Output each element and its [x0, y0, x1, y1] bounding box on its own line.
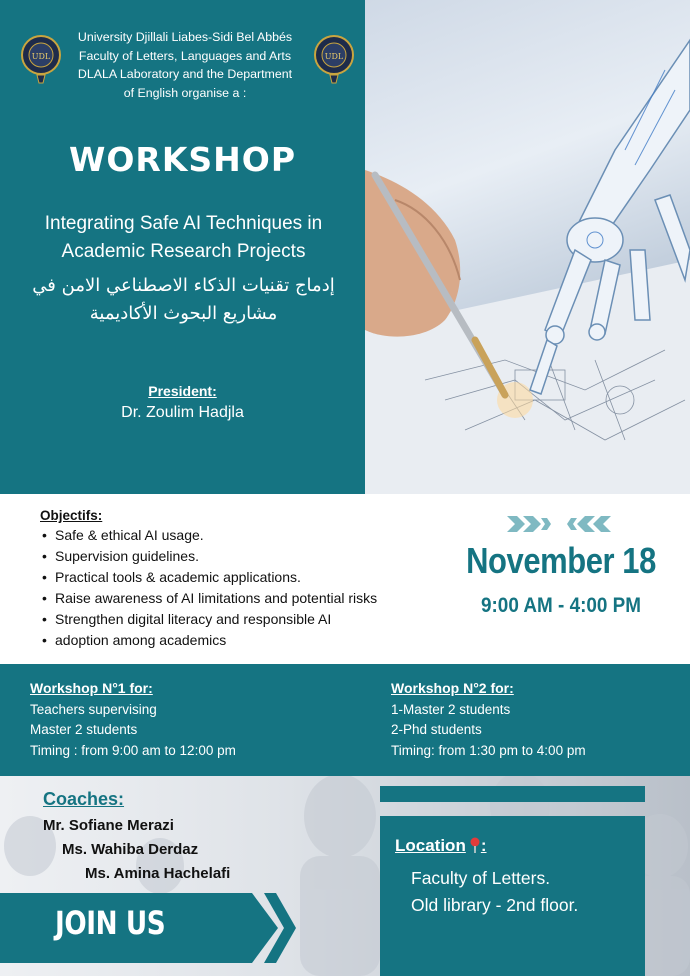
list-item: • Strengthen digital literacy and responsible AI: [40, 609, 440, 630]
svg-text:UDL: UDL: [324, 52, 344, 61]
objectives-title: Objectifs:: [40, 508, 103, 523]
location-label: Location: [395, 836, 466, 855]
workshops-band: [0, 664, 690, 776]
topic-line: Academic Research Projects: [61, 241, 306, 262]
organizer-line: DLALA Laboratory and the Department: [77, 67, 293, 81]
objectives-section: [40, 508, 440, 651]
coach-name: Mr. Sofiane Merazi: [43, 817, 174, 834]
coach-name: Ms. Amina Hachelafi: [85, 865, 231, 882]
event-date: November 18: [466, 540, 656, 581]
workshop-line: Master 2 students: [30, 722, 138, 737]
university-seal-icon: [20, 34, 62, 84]
coach-name: Ms. Wahiba Derdaz: [62, 841, 199, 858]
list-item: • Safe & ethical AI usage.: [40, 525, 440, 546]
organizer-line: University Djillali Liabes-Sidi Bel Abbés: [77, 30, 293, 44]
organizer-text: [62, 28, 308, 102]
workshop-line: Teachers supervising: [30, 701, 157, 717]
topic-line: مشاريع البحوث الأكاديمية: [89, 303, 278, 324]
hero-robot-hand-image: [365, 0, 690, 494]
workshop-line: Timing : from 9:00 am to 12:00 pm: [30, 742, 236, 758]
president-name: Dr. Zoulim Hadjla: [121, 404, 244, 421]
president-label: President:: [148, 383, 217, 399]
location-suffix: :: [480, 836, 487, 855]
workshop-2: [391, 678, 586, 761]
workshop-line: 1-Master 2 students: [391, 701, 511, 717]
location-accent-strip: [380, 786, 645, 802]
topic-english: [6, 210, 361, 266]
join-us-text: JOIN US: [55, 904, 166, 942]
location-pin-icon: [469, 837, 481, 853]
topic-line: Integrating Safe AI Techniques in: [44, 213, 323, 234]
location-line: Faculty of Letters.: [411, 868, 551, 888]
list-item: • Raise awareness of AI limitations and potential risks: [40, 588, 440, 609]
university-seal-icon: [313, 34, 355, 84]
organizer-line: Faculty of Letters, Languages and Arts: [78, 48, 292, 63]
topic-line: إدماج تقنيات الذكاء الاصطناعي الامن في: [32, 275, 335, 296]
list-item: • Practical tools & academic applications.: [40, 567, 440, 588]
location-line: Old library - 2nd floor.: [411, 895, 579, 915]
coaches-title: Coaches:: [43, 789, 125, 809]
workshop-line: Timing: from 1:30 pm to 4:00 pm: [391, 742, 586, 758]
objectives-list: [40, 525, 440, 651]
event-type-title: WORKSHOP: [68, 140, 297, 179]
workshop-title: Workshop N°2 for:: [391, 680, 514, 696]
workshop-title: Workshop N°1 for:: [30, 680, 153, 696]
workshop-1: [30, 678, 236, 761]
workshop-line: 2-Phd students: [391, 722, 482, 737]
list-item: • adoption among academics: [40, 630, 440, 651]
list-item: • Supervision guidelines.: [40, 546, 440, 567]
organizer-line: of English organise a :: [123, 85, 247, 100]
robot-hand-illustration: [365, 0, 690, 494]
svg-text:UDL: UDL: [31, 52, 51, 61]
topic-arabic: [6, 272, 361, 328]
double-arrow-icon: [507, 514, 611, 534]
location-title: [395, 836, 487, 856]
event-time: 9:00 AM - 4:00 PM: [480, 594, 642, 617]
